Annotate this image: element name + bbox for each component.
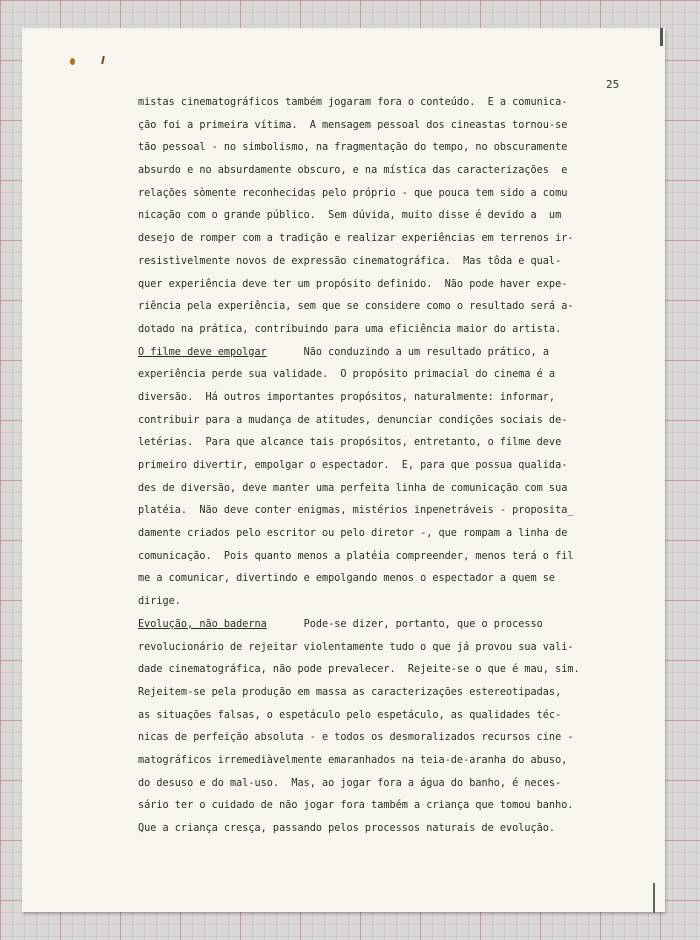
stain-mark <box>101 56 105 64</box>
text-line: Rejeitem-se pela produção em massa as caracterizações estereotipadas, <box>138 686 562 698</box>
text-line: dotado na prática, contribuindo para uma eficiência maior do artista. <box>138 323 562 335</box>
stain-mark <box>70 58 75 65</box>
page-number: 25 <box>606 78 620 91</box>
text-line: me a comunicar, divertindo e empolgando menos o espectador a quem se <box>138 573 556 585</box>
text-line: absurdo e no absurdamente obscuro, e na mística das caracterizações e <box>138 165 568 177</box>
text-line: matográficos irremediàvelmente emaranhados na teia-de-aranha do abuso, <box>138 754 568 766</box>
text-line: sário ter o cuidado de não jogar fora também a criança que tomou banho. <box>138 800 574 812</box>
text-line: dade cinematográfica, não pode prevalecer. Rejeite-se o que é mau, sim. <box>138 664 580 676</box>
text-line: nicas de perfeição absoluta - e todos os desmoralizados recursos cine - <box>138 732 574 744</box>
text-line: riência pela experiência, sem que se considere como o resultado será a- <box>138 301 574 313</box>
page-edge-mark <box>660 28 663 46</box>
text-line: contribuir para a mudança de atitudes, denunciar condições sociais de- <box>138 414 568 426</box>
text-line: experiência perde sua validade. O propósito primacial do cinema é a <box>138 369 556 381</box>
text-line: revolucionário de rejeitar violentamente tudo o que já provou sua vali- <box>138 641 574 653</box>
section-heading: Evolução, não baderna <box>138 618 267 630</box>
text-line: ção foi a primeira vítima. A mensagem pessoal dos cineastas tornou-se <box>138 119 568 131</box>
text-line: dirige. <box>138 596 181 608</box>
text-line: platéia. Não deve conter enigmas, mistérios inpenetráveis - proposita_ <box>138 505 574 517</box>
text-line: desejo de romper com a tradição e realizar experiências em terrenos ir- <box>138 233 574 245</box>
text-line: tão pessoal - no simbolismo, na fragmentação do tempo, no obscuramente <box>138 142 568 154</box>
text-line: comunicação. Pois quanto menos a platéia compreender, menos terá o fil <box>138 550 574 562</box>
text-line: nicação com o grande público. Sem dúvida, muito disse é devido a um <box>138 210 562 222</box>
text-line: des de diversão, deve manter uma perfeita linha de comunicação com sua <box>138 482 568 494</box>
section-heading-line <box>138 614 608 637</box>
text-line: letérias. Para que alcance tais propósitos, entretanto, o filme deve <box>138 437 562 449</box>
section-heading-line <box>138 342 608 365</box>
text-line: relações sòmente reconhecidas pelo próprio - que pouca tem sido a comu <box>138 187 568 199</box>
body-text <box>138 92 608 841</box>
text-line: quer experiência deve ter um propósito definido. Não pode haver expe- <box>138 278 568 290</box>
text-line: Que a criança cresça, passando pelos processos naturais de evolução. <box>138 823 556 834</box>
text-line: as situações falsas, o espetáculo pelo espetáculo, as qualidades téc- <box>138 709 562 721</box>
text-line: do desuso e do mal-uso. Mas, ao jogar fora a água do banho, é neces- <box>138 777 562 789</box>
text-line: damente criados pelo escritor ou pelo diretor -, que rompam a linha de <box>138 528 568 540</box>
text-line: primeiro divertir, empolgar o espectador. E, para que possua qualida- <box>138 460 568 471</box>
page-edge-mark-bottom <box>653 883 655 913</box>
text-line: resistìvelmente novos de expressão cinematográfica. Mas tôda e qual- <box>138 255 562 267</box>
text-line: Não conduzindo a um resultado prático, a <box>266 346 549 358</box>
text-line: diversão. Há outros importantes propósitos, naturalmente: informar, <box>138 391 556 403</box>
section-heading: O filme deve empolgar <box>138 346 267 358</box>
text-line: Pode-se dizer, portanto, que o processo <box>266 618 543 630</box>
text-line: mistas cinematográficos também jogaram fora o conteúdo. E a comunica- <box>138 97 568 108</box>
